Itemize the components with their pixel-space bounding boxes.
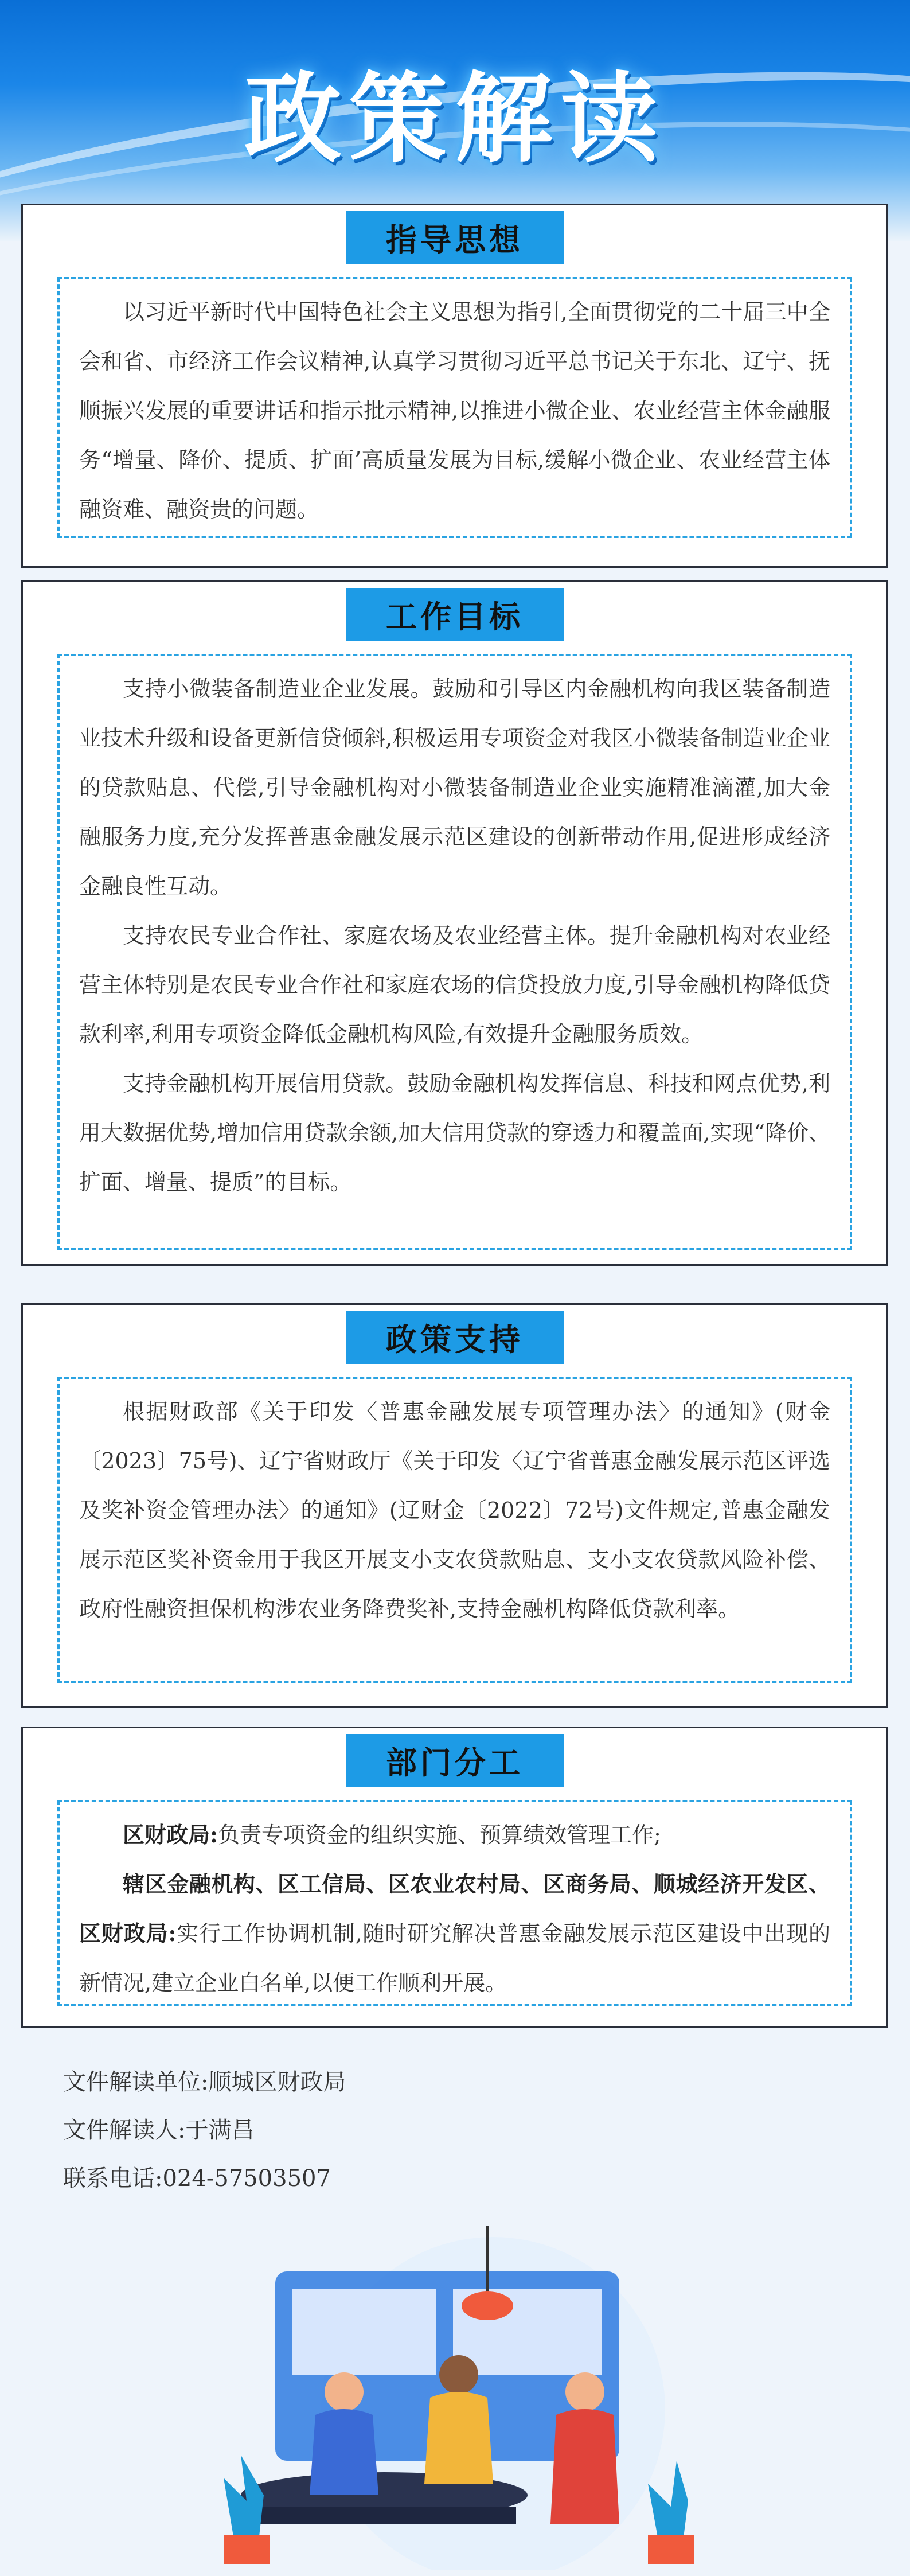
division-text: 负责专项资金的组织实施、预算绩效管理工作;	[218, 1822, 661, 1848]
section-heading: 政策支持	[346, 1311, 564, 1364]
paragraph: 支持小微装备制造业企业发展。鼓励和引导区内金融机构向我区装备制造业技术升级和设备更新信贷倾斜,积极运用专项资金对我区小微装备制造业企业的贷款贴息、代偿,引导金融机构对小微装备制造业企业实施精准滴灌,加大金融服务力度,充分发挥普惠金融发展示范区建设的创新带动作用,促进形成经济金融良性互动。	[79, 676, 830, 899]
paragraph: 以习近平新时代中国特色社会主义思想为指引,全面贯彻党的二十届三中全会和省、市经济工作会议精神,认真学习贯彻习近平总书记关于东北、辽宁、抚顺振兴发展的重要讲话和指示批示精神,以推进小微企业、农业经营主体金融服务“增量、降价、提质、扩面’高质量发展为目标,缓解小微企业、农业经营主体融资难、融资贵的问题。	[79, 299, 830, 522]
paragraph: 支持农民专业合作社、家庭农场及农业经营主体。提升金融机构对农业经营主体特别是农民专业合作社和家庭农场的信贷投放力度,引导金融机构降低贷款利率,利用专项资金降低金融机构风险,有效提升金融服务质效。	[79, 923, 830, 1047]
division-lead: 辖区金融机构、区工信局、区农业农村局、区商务局、顺城经济开发区、区财政局:	[79, 1871, 830, 1946]
meeting-illustration	[172, 2226, 745, 2570]
section-body	[57, 1800, 852, 2006]
division-item	[79, 1860, 830, 2008]
section-heading: 指导思想	[346, 211, 564, 264]
division-item	[79, 1810, 830, 1860]
section-guiding	[21, 204, 888, 568]
footer-phone: 联系电话:024-57503507	[63, 2165, 331, 2192]
paragraph: 支持金融机构开展信用贷款。鼓励金融机构发挥信息、科技和网点优势,利用大数据优势,增加信用贷款余额,加大信用贷款的穿透力和覆盖面,实现“降价、扩面、增量、提质”的目标。	[79, 1071, 830, 1195]
section-goals	[21, 580, 888, 1266]
footer	[63, 2058, 346, 2203]
section-policy	[21, 1303, 888, 1708]
page-title: 政策解读	[244, 63, 666, 176]
division-lead: 区财政局:	[123, 1822, 218, 1848]
section-heading: 部门分工	[346, 1734, 564, 1787]
footer-unit: 文件解读单位:顺城区财政局	[63, 2069, 346, 2095]
section-body	[57, 277, 852, 538]
division-text: 实行工作协调机制,随时研究解决普惠金融发展示范区建设中出现的新情况,建立企业白名单,以便工作顺利开展。	[79, 1921, 830, 1996]
footer-person: 文件解读人:于满昌	[63, 2117, 255, 2144]
section-body	[57, 1377, 852, 1683]
paragraph: 根据财政部《关于印发〈普惠金融发展专项管理办法〉的通知》(财金〔2023〕75号)、辽宁省财政厅《关于印发〈辽宁省普惠金融发展示范区评选及奖补资金管理办法〉的通知》(辽财金〔2022〕72号)文件规定,普惠金融发展示范区奖补资金用于我区开展支小支农贷款贴息、支小支农贷款风险补偿、政府性融资担保机构涉农业务降费奖补,支持金融机构降低贷款利率。	[79, 1399, 830, 1622]
section-body	[57, 654, 852, 1250]
section-division	[21, 1727, 888, 2028]
section-heading: 工作目标	[346, 588, 564, 641]
